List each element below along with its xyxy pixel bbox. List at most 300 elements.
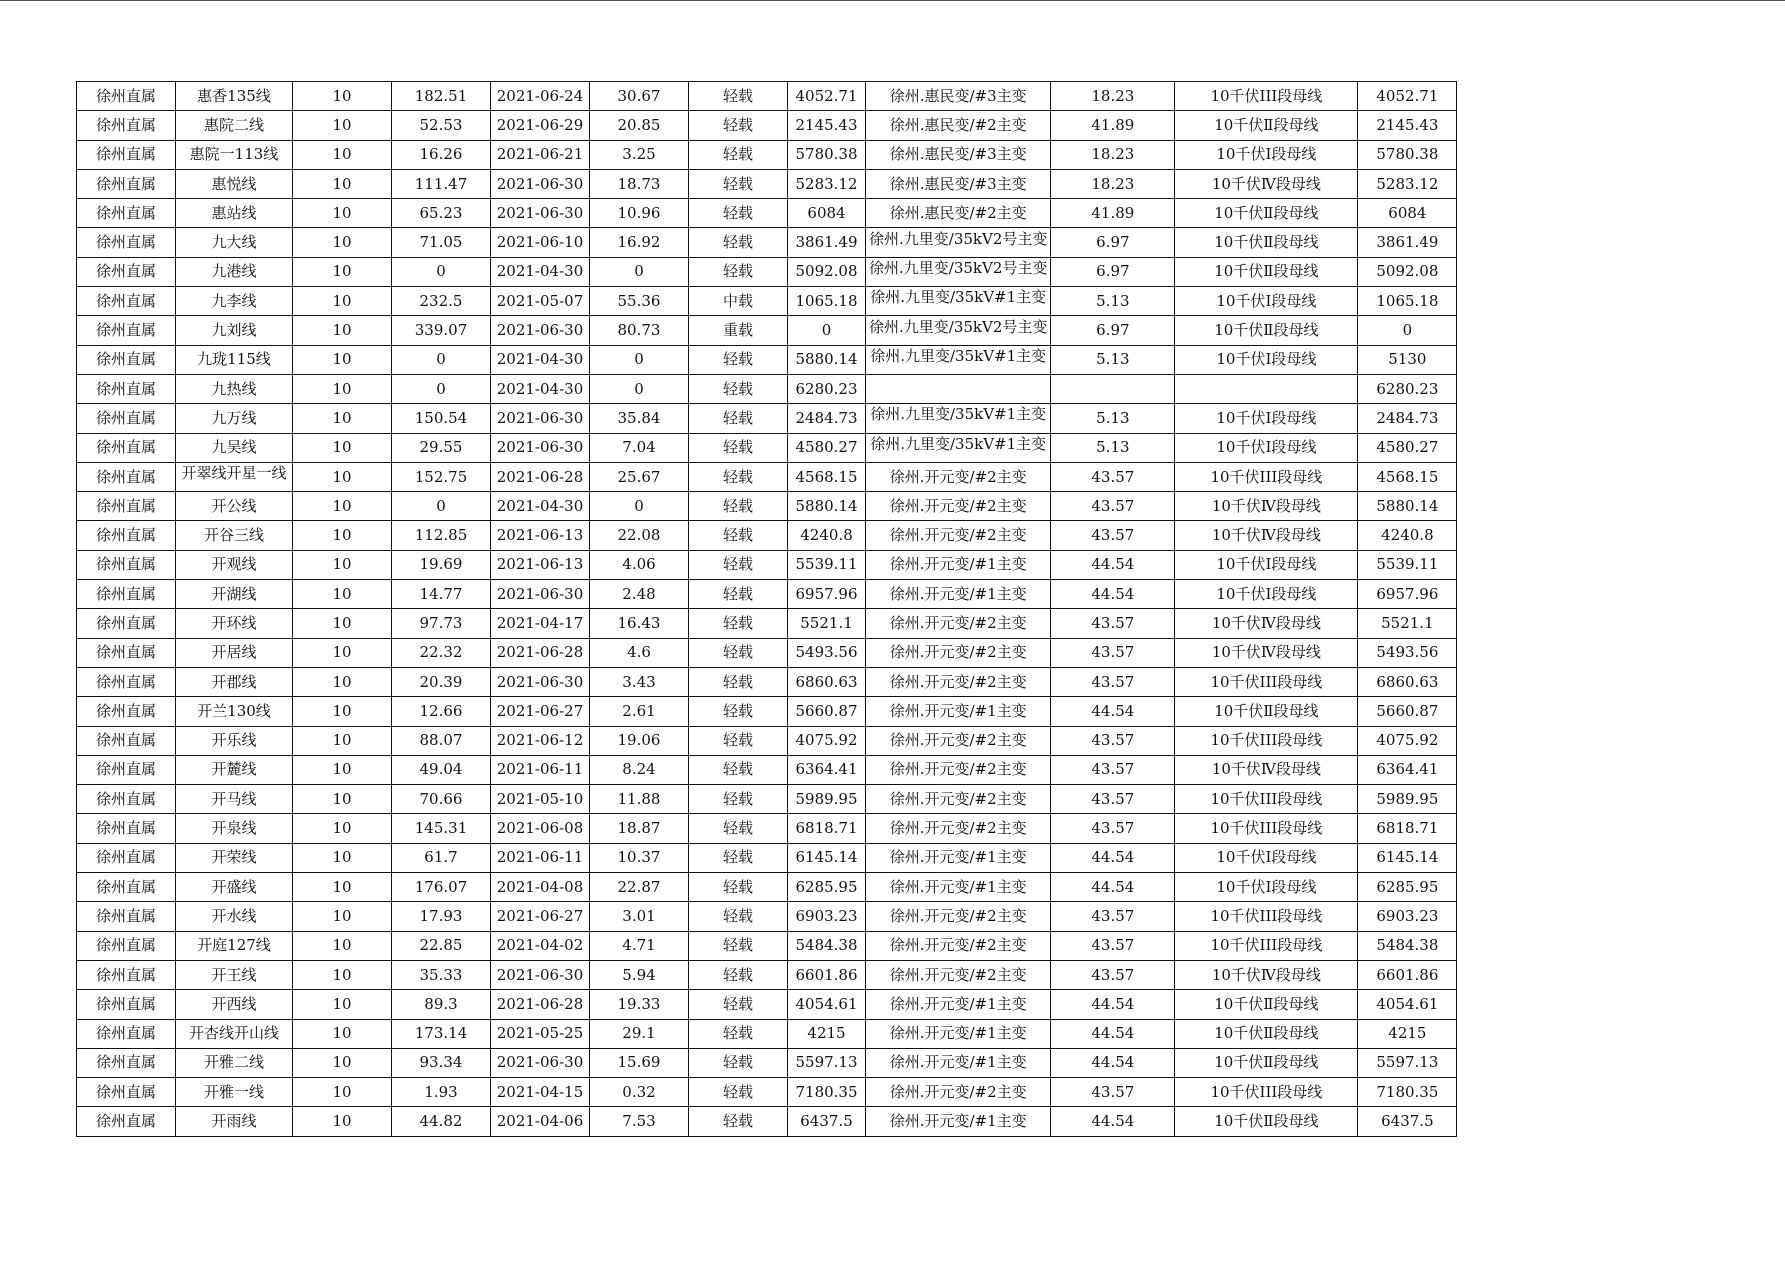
busbar-cell: 10千伏Ⅰ段母线	[1175, 404, 1358, 433]
load-status-cell: 轻载	[689, 345, 788, 374]
load-rate-cell: 4.06	[590, 550, 689, 579]
capacity-cell: 5493.56	[788, 638, 866, 667]
line-name-cell: 惠院一113线	[176, 140, 293, 169]
company-cell: 徐州直属	[77, 1078, 176, 1107]
current-cell: 70.66	[392, 785, 491, 814]
substation-transformer-cell: 徐州.惠民变/#3主变	[866, 82, 1051, 111]
page-top-rule	[0, 0, 1785, 1]
capacity-cell: 5484.38	[788, 931, 866, 960]
current-cell: 52.53	[392, 111, 491, 140]
available-capacity-cell: 5092.08	[1358, 257, 1457, 286]
load-rate-cell: 16.92	[590, 228, 689, 257]
table-row	[77, 287, 1457, 316]
current-cell: 12.66	[392, 697, 491, 726]
date-cell: 2021-06-27	[491, 697, 590, 726]
capacity-cell: 3861.49	[788, 228, 866, 257]
substation-transformer-cell: 徐州.惠民变/#2主变	[866, 111, 1051, 140]
transformer-load-cell: 41.89	[1051, 199, 1175, 228]
current-cell: 16.26	[392, 140, 491, 169]
load-rate-cell: 10.37	[590, 843, 689, 872]
line-name-cell: 开居线	[176, 638, 293, 667]
current-cell: 17.93	[392, 902, 491, 931]
busbar-cell: 10千伏III段母线	[1175, 785, 1358, 814]
busbar-cell: 10千伏Ⅱ段母线	[1175, 697, 1358, 726]
table-row	[77, 199, 1457, 228]
busbar-cell: 10千伏III段母线	[1175, 902, 1358, 931]
available-capacity-cell: 4568.15	[1358, 462, 1457, 491]
available-capacity-cell: 2145.43	[1358, 111, 1457, 140]
capacity-cell: 6601.86	[788, 960, 866, 989]
current-cell: 22.32	[392, 638, 491, 667]
line-name-cell: 开观线	[176, 550, 293, 579]
table-row	[77, 960, 1457, 989]
available-capacity-cell: 6818.71	[1358, 814, 1457, 843]
available-capacity-cell: 6145.14	[1358, 843, 1457, 872]
line-name-cell: 开杏线开山线	[176, 1019, 293, 1048]
transformer-load-cell: 6.97	[1051, 228, 1175, 257]
table-row	[77, 111, 1457, 140]
available-capacity-cell: 5660.87	[1358, 697, 1457, 726]
load-status-cell: 轻载	[689, 873, 788, 902]
table-row	[77, 580, 1457, 609]
table-row	[77, 990, 1457, 1019]
company-cell: 徐州直属	[77, 345, 176, 374]
table-row	[77, 140, 1457, 169]
busbar-cell: 10千伏Ⅳ段母线	[1175, 960, 1358, 989]
table-row	[77, 492, 1457, 521]
transformer-load-cell: 44.54	[1051, 873, 1175, 902]
transformer-load-cell: 5.13	[1051, 433, 1175, 462]
current-cell: 0	[392, 257, 491, 286]
voltage-cell: 10	[293, 550, 392, 579]
transformer-load-cell: 43.57	[1051, 638, 1175, 667]
voltage-cell: 10	[293, 697, 392, 726]
line-name-cell: 开泉线	[176, 814, 293, 843]
transformer-load-cell: 18.23	[1051, 82, 1175, 111]
date-cell: 2021-06-29	[491, 111, 590, 140]
available-capacity-cell: 5484.38	[1358, 931, 1457, 960]
current-cell: 0	[392, 374, 491, 403]
line-name-cell: 开雅一线	[176, 1078, 293, 1107]
company-cell: 徐州直属	[77, 902, 176, 931]
date-cell: 2021-06-13	[491, 550, 590, 579]
line-name-cell: 开公线	[176, 492, 293, 521]
current-cell: 173.14	[392, 1019, 491, 1048]
load-status-cell: 轻载	[689, 1078, 788, 1107]
table-row	[77, 82, 1457, 111]
company-cell: 徐州直属	[77, 1019, 176, 1048]
voltage-cell: 10	[293, 785, 392, 814]
substation-transformer-cell: 徐州.开元变/#2主变	[866, 902, 1051, 931]
company-cell: 徐州直属	[77, 199, 176, 228]
load-status-cell: 轻载	[689, 82, 788, 111]
available-capacity-cell: 5880.14	[1358, 492, 1457, 521]
busbar-cell: 10千伏Ⅱ段母线	[1175, 316, 1358, 345]
load-rate-cell: 10.96	[590, 199, 689, 228]
company-cell: 徐州直属	[77, 433, 176, 462]
available-capacity-cell: 5493.56	[1358, 638, 1457, 667]
company-cell: 徐州直属	[77, 755, 176, 784]
company-cell: 徐州直属	[77, 931, 176, 960]
transformer-load-cell: 41.89	[1051, 111, 1175, 140]
capacity-cell: 6957.96	[788, 580, 866, 609]
table-row	[77, 638, 1457, 667]
line-name-cell: 九万线	[176, 404, 293, 433]
available-capacity-cell: 6860.63	[1358, 667, 1457, 696]
load-status-cell: 轻载	[689, 990, 788, 1019]
date-cell: 2021-06-30	[491, 169, 590, 198]
current-cell: 0	[392, 345, 491, 374]
voltage-cell: 10	[293, 580, 392, 609]
load-rate-cell: 0	[590, 374, 689, 403]
available-capacity-cell: 5130	[1358, 345, 1457, 374]
available-capacity-cell: 3861.49	[1358, 228, 1457, 257]
company-cell: 徐州直属	[77, 111, 176, 140]
current-cell: 176.07	[392, 873, 491, 902]
load-rate-cell: 22.87	[590, 873, 689, 902]
available-capacity-cell: 6364.41	[1358, 755, 1457, 784]
transformer-load-cell: 43.57	[1051, 726, 1175, 755]
line-name-cell: 开雅二线	[176, 1048, 293, 1077]
date-cell: 2021-06-28	[491, 638, 590, 667]
transformer-load-cell: 44.54	[1051, 580, 1175, 609]
load-rate-cell: 19.06	[590, 726, 689, 755]
date-cell: 2021-05-07	[491, 287, 590, 316]
transformer-load-cell: 5.13	[1051, 345, 1175, 374]
transformer-load-cell: 43.57	[1051, 462, 1175, 491]
transformer-load-cell: 44.54	[1051, 550, 1175, 579]
company-cell: 徐州直属	[77, 316, 176, 345]
current-cell: 1.93	[392, 1078, 491, 1107]
substation-transformer-cell: 徐州.开元变/#2主变	[866, 462, 1051, 491]
capacity-cell: 5880.14	[788, 492, 866, 521]
voltage-cell: 10	[293, 1048, 392, 1077]
busbar-cell: 10千伏III段母线	[1175, 82, 1358, 111]
load-status-cell: 轻载	[689, 638, 788, 667]
load-status-cell: 轻载	[689, 521, 788, 550]
load-status-cell: 轻载	[689, 1048, 788, 1077]
transformer-load-cell: 43.57	[1051, 609, 1175, 638]
load-status-cell: 轻载	[689, 111, 788, 140]
company-cell: 徐州直属	[77, 609, 176, 638]
table-row	[77, 785, 1457, 814]
line-name-cell: 开麓线	[176, 755, 293, 784]
transformer-load-cell: 44.54	[1051, 990, 1175, 1019]
voltage-cell: 10	[293, 931, 392, 960]
load-status-cell: 轻载	[689, 199, 788, 228]
date-cell: 2021-06-30	[491, 404, 590, 433]
load-status-cell: 轻载	[689, 785, 788, 814]
load-status-cell: 轻载	[689, 667, 788, 696]
load-rate-cell: 3.01	[590, 902, 689, 931]
current-cell: 49.04	[392, 755, 491, 784]
busbar-cell: 10千伏Ⅰ段母线	[1175, 140, 1358, 169]
capacity-cell: 2484.73	[788, 404, 866, 433]
table-body	[77, 82, 1457, 1137]
company-cell: 徐州直属	[77, 550, 176, 579]
table-row	[77, 316, 1457, 345]
line-name-cell: 九大线	[176, 228, 293, 257]
substation-transformer-cell	[866, 374, 1051, 403]
substation-transformer-cell: 徐州.惠民变/#3主变	[866, 169, 1051, 198]
busbar-cell: 10千伏Ⅰ段母线	[1175, 345, 1358, 374]
current-cell: 232.5	[392, 287, 491, 316]
substation-transformer-cell: 徐州.惠民变/#2主变	[866, 199, 1051, 228]
busbar-cell: 10千伏III段母线	[1175, 462, 1358, 491]
substation-transformer-cell: 徐州.九里变/35kV2号主变	[866, 316, 1051, 345]
substation-transformer-cell: 徐州.开元变/#2主变	[866, 521, 1051, 550]
current-cell: 14.77	[392, 580, 491, 609]
substation-transformer-cell: 徐州.开元变/#1主变	[866, 873, 1051, 902]
substation-transformer-cell: 徐州.开元变/#1主变	[866, 1107, 1051, 1136]
table-row	[77, 609, 1457, 638]
line-name-cell: 九珑115线	[176, 345, 293, 374]
available-capacity-cell: 6903.23	[1358, 902, 1457, 931]
available-capacity-cell: 4580.27	[1358, 433, 1457, 462]
company-cell: 徐州直属	[77, 990, 176, 1019]
load-status-cell: 轻载	[689, 433, 788, 462]
substation-transformer-cell: 徐州.开元变/#1主变	[866, 550, 1051, 579]
table-row	[77, 873, 1457, 902]
available-capacity-cell: 5521.1	[1358, 609, 1457, 638]
line-name-cell: 九吴线	[176, 433, 293, 462]
current-cell: 111.47	[392, 169, 491, 198]
load-status-cell: 轻载	[689, 902, 788, 931]
load-rate-cell: 11.88	[590, 785, 689, 814]
line-name-cell: 开西线	[176, 990, 293, 1019]
substation-transformer-cell: 徐州.开元变/#2主变	[866, 931, 1051, 960]
voltage-cell: 10	[293, 873, 392, 902]
current-cell: 145.31	[392, 814, 491, 843]
available-capacity-cell: 5780.38	[1358, 140, 1457, 169]
busbar-cell: 10千伏Ⅱ段母线	[1175, 1107, 1358, 1136]
voltage-cell: 10	[293, 169, 392, 198]
date-cell: 2021-04-06	[491, 1107, 590, 1136]
available-capacity-cell: 6437.5	[1358, 1107, 1457, 1136]
transformer-load-cell: 5.13	[1051, 287, 1175, 316]
busbar-cell: 10千伏Ⅱ段母线	[1175, 990, 1358, 1019]
current-cell: 97.73	[392, 609, 491, 638]
line-name-cell: 开水线	[176, 902, 293, 931]
voltage-cell: 10	[293, 345, 392, 374]
table-row	[77, 1107, 1457, 1136]
current-cell: 61.7	[392, 843, 491, 872]
load-rate-cell: 29.1	[590, 1019, 689, 1048]
table-row	[77, 433, 1457, 462]
busbar-cell: 10千伏Ⅰ段母线	[1175, 843, 1358, 872]
substation-transformer-cell: 徐州.开元变/#1主变	[866, 1048, 1051, 1077]
substation-transformer-cell: 徐州.九里变/35kV#1主变	[866, 287, 1051, 316]
load-status-cell: 重载	[689, 316, 788, 345]
load-status-cell: 轻载	[689, 843, 788, 872]
voltage-cell: 10	[293, 462, 392, 491]
capacity-cell: 6285.95	[788, 873, 866, 902]
table-row	[77, 345, 1457, 374]
load-rate-cell: 25.67	[590, 462, 689, 491]
date-cell: 2021-06-30	[491, 667, 590, 696]
current-cell: 22.85	[392, 931, 491, 960]
load-status-cell: 中载	[689, 287, 788, 316]
table-row	[77, 374, 1457, 403]
load-rate-cell: 4.6	[590, 638, 689, 667]
busbar-cell: 10千伏Ⅰ段母线	[1175, 580, 1358, 609]
load-status-cell: 轻载	[689, 580, 788, 609]
available-capacity-cell: 5597.13	[1358, 1048, 1457, 1077]
busbar-cell: 10千伏Ⅳ段母线	[1175, 169, 1358, 198]
date-cell: 2021-05-25	[491, 1019, 590, 1048]
load-status-cell: 轻载	[689, 462, 788, 491]
company-cell: 徐州直属	[77, 228, 176, 257]
date-cell: 2021-06-30	[491, 433, 590, 462]
load-status-cell: 轻载	[689, 228, 788, 257]
table-row	[77, 697, 1457, 726]
capacity-cell: 5989.95	[788, 785, 866, 814]
transformer-load-cell: 43.57	[1051, 931, 1175, 960]
date-cell: 2021-04-30	[491, 374, 590, 403]
company-cell: 徐州直属	[77, 726, 176, 755]
capacity-cell: 5660.87	[788, 697, 866, 726]
line-name-cell: 开翠线开星一线	[176, 462, 293, 491]
busbar-cell: 10千伏Ⅳ段母线	[1175, 492, 1358, 521]
date-cell: 2021-06-28	[491, 990, 590, 1019]
capacity-cell: 1065.18	[788, 287, 866, 316]
capacity-cell: 4580.27	[788, 433, 866, 462]
company-cell: 徐州直属	[77, 521, 176, 550]
load-status-cell: 轻载	[689, 374, 788, 403]
load-status-cell: 轻载	[689, 1107, 788, 1136]
voltage-cell: 10	[293, 199, 392, 228]
load-rate-cell: 19.33	[590, 990, 689, 1019]
transformer-load-cell: 18.23	[1051, 140, 1175, 169]
busbar-cell: 10千伏III段母线	[1175, 726, 1358, 755]
voltage-cell: 10	[293, 1019, 392, 1048]
date-cell: 2021-06-27	[491, 902, 590, 931]
capacity-cell: 6437.5	[788, 1107, 866, 1136]
available-capacity-cell: 7180.35	[1358, 1078, 1457, 1107]
load-rate-cell: 22.08	[590, 521, 689, 550]
line-name-cell: 九李线	[176, 287, 293, 316]
date-cell: 2021-04-08	[491, 873, 590, 902]
capacity-cell: 6364.41	[788, 755, 866, 784]
load-rate-cell: 3.25	[590, 140, 689, 169]
busbar-cell: 10千伏III段母线	[1175, 931, 1358, 960]
busbar-cell: 10千伏Ⅰ段母线	[1175, 433, 1358, 462]
line-name-cell: 开马线	[176, 785, 293, 814]
voltage-cell: 10	[293, 1078, 392, 1107]
load-status-cell: 轻载	[689, 550, 788, 579]
load-rate-cell: 0.32	[590, 1078, 689, 1107]
transformer-load-cell: 43.57	[1051, 521, 1175, 550]
load-rate-cell: 16.43	[590, 609, 689, 638]
voltage-cell: 10	[293, 638, 392, 667]
transformer-load-cell: 43.57	[1051, 902, 1175, 931]
line-name-cell: 开荣线	[176, 843, 293, 872]
substation-transformer-cell: 徐州.开元变/#1主变	[866, 1019, 1051, 1048]
company-cell: 徐州直属	[77, 404, 176, 433]
available-capacity-cell: 2484.73	[1358, 404, 1457, 433]
load-rate-cell: 2.48	[590, 580, 689, 609]
substation-transformer-cell: 徐州.开元变/#2主变	[866, 638, 1051, 667]
date-cell: 2021-06-11	[491, 755, 590, 784]
load-rate-cell: 35.84	[590, 404, 689, 433]
line-name-cell: 开王线	[176, 960, 293, 989]
table-row	[77, 228, 1457, 257]
transformer-load-cell: 43.57	[1051, 785, 1175, 814]
voltage-cell: 10	[293, 287, 392, 316]
substation-transformer-cell: 徐州.九里变/35kV2号主变	[866, 257, 1051, 286]
transformer-load-cell: 6.97	[1051, 257, 1175, 286]
voltage-cell: 10	[293, 111, 392, 140]
voltage-cell: 10	[293, 843, 392, 872]
capacity-cell: 7180.35	[788, 1078, 866, 1107]
company-cell: 徐州直属	[77, 82, 176, 111]
substation-transformer-cell: 徐州.开元变/#2主变	[866, 1078, 1051, 1107]
company-cell: 徐州直属	[77, 843, 176, 872]
line-name-cell: 惠香135线	[176, 82, 293, 111]
load-rate-cell: 15.69	[590, 1048, 689, 1077]
date-cell: 2021-06-28	[491, 462, 590, 491]
load-rate-cell: 8.24	[590, 755, 689, 784]
transformer-load-cell: 44.54	[1051, 1019, 1175, 1048]
load-status-cell: 轻载	[689, 960, 788, 989]
line-name-cell: 惠悦线	[176, 169, 293, 198]
table-row	[77, 169, 1457, 198]
busbar-cell: 10千伏Ⅳ段母线	[1175, 638, 1358, 667]
line-name-cell: 开谷三线	[176, 521, 293, 550]
date-cell: 2021-06-30	[491, 1048, 590, 1077]
line-name-cell: 开庭127线	[176, 931, 293, 960]
voltage-cell: 10	[293, 960, 392, 989]
capacity-cell: 6084	[788, 199, 866, 228]
capacity-cell: 4215	[788, 1019, 866, 1048]
available-capacity-cell: 4054.61	[1358, 990, 1457, 1019]
load-status-cell: 轻载	[689, 404, 788, 433]
date-cell: 2021-06-13	[491, 521, 590, 550]
substation-transformer-cell: 徐州.开元变/#2主变	[866, 814, 1051, 843]
load-rate-cell: 20.85	[590, 111, 689, 140]
date-cell: 2021-04-30	[491, 492, 590, 521]
date-cell: 2021-04-15	[491, 1078, 590, 1107]
current-cell: 35.33	[392, 960, 491, 989]
voltage-cell: 10	[293, 609, 392, 638]
busbar-cell: 10千伏Ⅰ段母线	[1175, 287, 1358, 316]
capacity-cell: 4240.8	[788, 521, 866, 550]
load-status-cell: 轻载	[689, 169, 788, 198]
line-name-cell: 开郡线	[176, 667, 293, 696]
busbar-cell: 10千伏Ⅰ段母线	[1175, 873, 1358, 902]
voltage-cell: 10	[293, 726, 392, 755]
load-rate-cell: 0	[590, 492, 689, 521]
line-name-cell: 开环线	[176, 609, 293, 638]
transformer-load-cell	[1051, 374, 1175, 403]
available-capacity-cell: 0	[1358, 316, 1457, 345]
available-capacity-cell: 6084	[1358, 199, 1457, 228]
load-status-cell: 轻载	[689, 140, 788, 169]
date-cell: 2021-06-24	[491, 82, 590, 111]
voltage-cell: 10	[293, 902, 392, 931]
line-name-cell: 九港线	[176, 257, 293, 286]
substation-transformer-cell: 徐州.九里变/35kV#1主变	[866, 345, 1051, 374]
available-capacity-cell: 5539.11	[1358, 550, 1457, 579]
current-cell: 339.07	[392, 316, 491, 345]
available-capacity-cell: 6285.95	[1358, 873, 1457, 902]
table-row	[77, 726, 1457, 755]
company-cell: 徐州直属	[77, 580, 176, 609]
voltage-cell: 10	[293, 82, 392, 111]
substation-transformer-cell: 徐州.开元变/#2主变	[866, 755, 1051, 784]
table-row	[77, 462, 1457, 491]
company-cell: 徐州直属	[77, 462, 176, 491]
